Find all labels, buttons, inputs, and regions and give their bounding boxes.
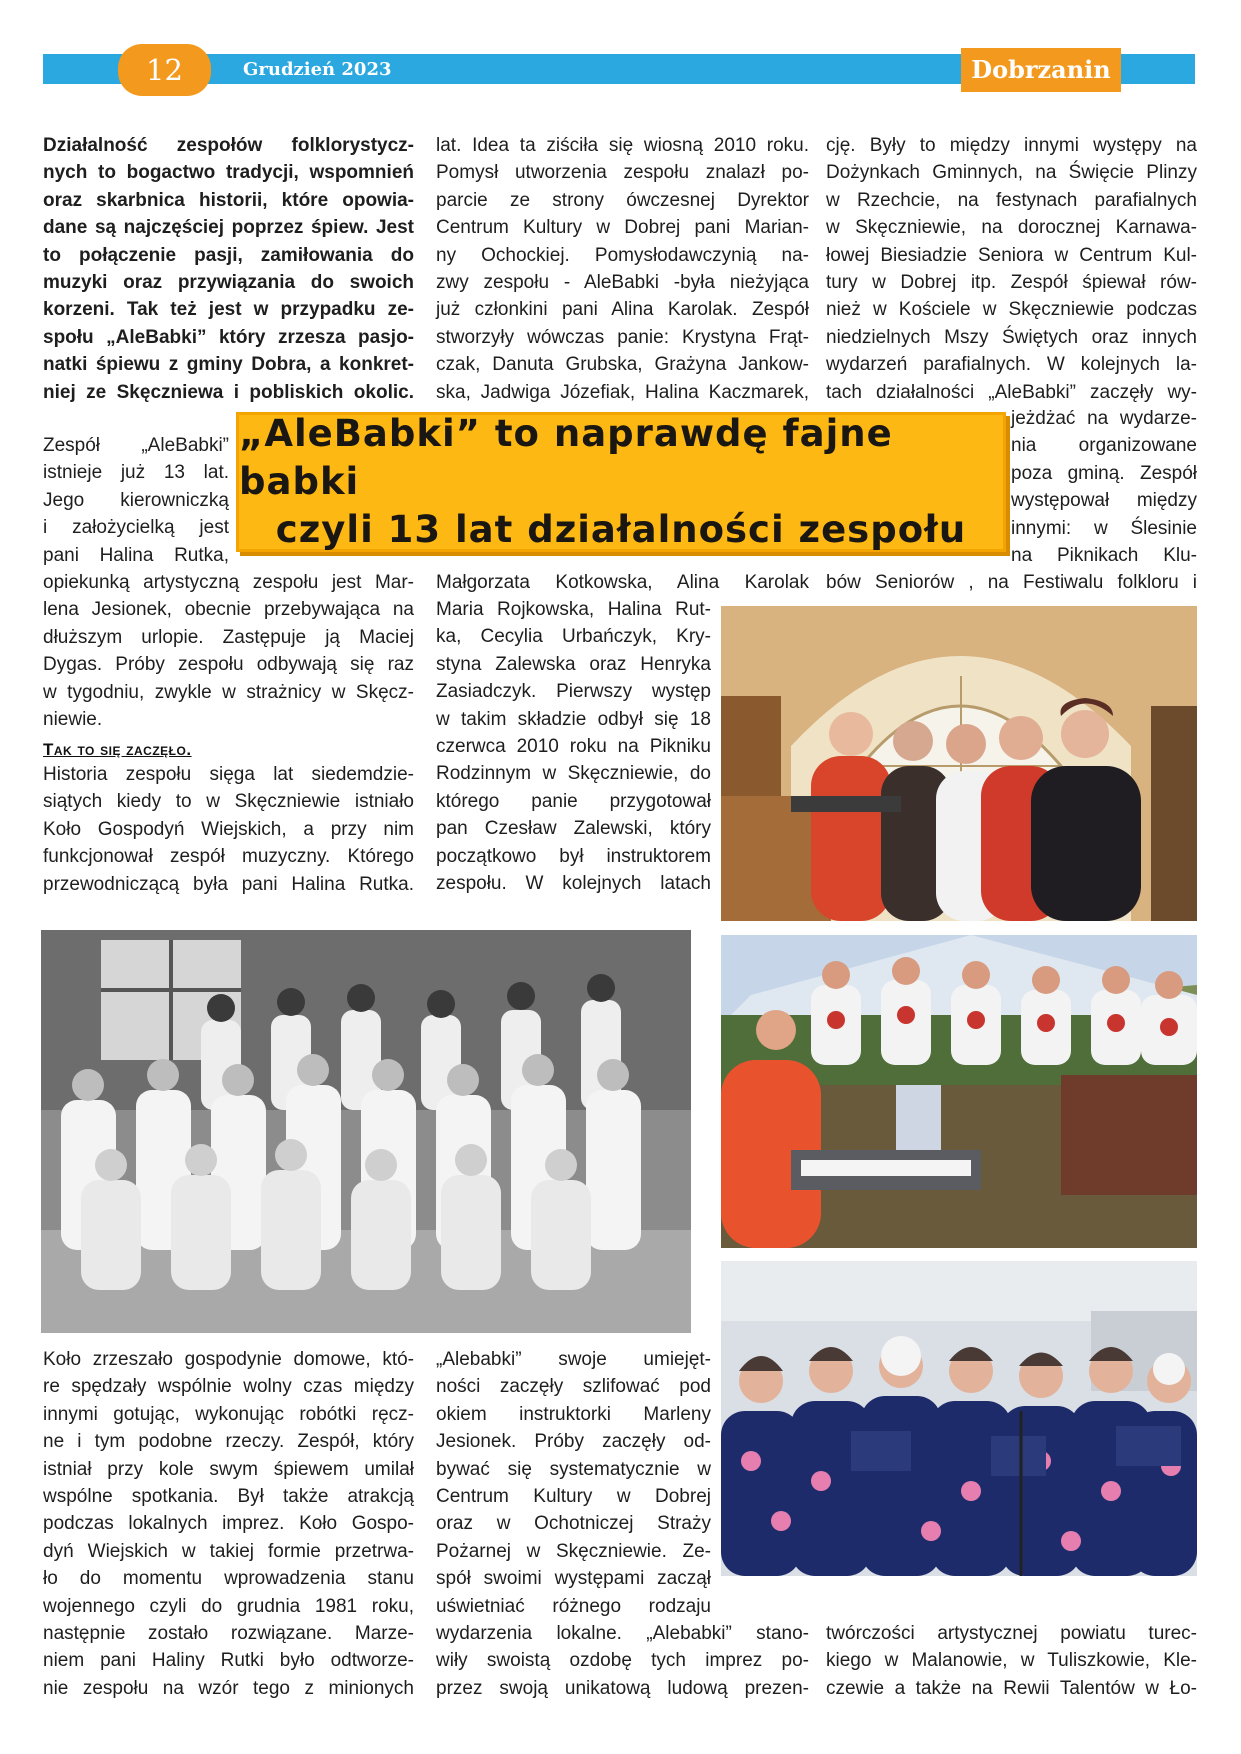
text-line: w Rzechcie, na festynach parafialnych — [826, 189, 1197, 211]
text-line: siątych kiedy to w Skęczniewie istniało — [43, 791, 414, 813]
text-line: niem pani Haliny Rutki było odtworze- — [43, 1650, 414, 1672]
text-line: pani Halina Rutka, — [43, 544, 229, 566]
text-line: wydarzeń parafialnych. W kolejnych la- — [826, 354, 1197, 376]
text-line: niewie. — [43, 709, 103, 731]
text-line: lena Jesionek, obecnie przebywająca na — [43, 599, 414, 621]
issue-date: Grudzień 2023 — [243, 59, 392, 80]
text-line: zwy zespołu - AleBabki -była nieżyjąca — [436, 272, 809, 294]
text-line: dane są najczęściej poprzez śpiew. Jest — [43, 217, 414, 239]
text-line: uświetniać różnego rodzaju — [436, 1595, 711, 1617]
text-line: w takim składzie odbył się 18 — [436, 708, 711, 730]
text-line: okiem instruktorki Marleny — [436, 1403, 711, 1425]
text-line: twórczości artystycznej powiatu turec- — [826, 1623, 1197, 1644]
text-line: funkcjonował zespół muzyczny. Którego — [43, 846, 414, 868]
magazine-name: Dobrzanin — [961, 48, 1121, 92]
text-line: spół swoimi występami zaczął — [436, 1568, 711, 1590]
text-line: natki śpiewu z gminy Dobra, a konkret- — [43, 354, 414, 376]
text-line: już członkini pani Alina Karolak. Zespół — [436, 299, 809, 321]
photo-singers — [721, 1261, 1197, 1576]
article-title-line-2: czyli 13 lat działalności zespołu — [275, 508, 967, 551]
text-line: początkowo był instruktorem — [436, 845, 711, 867]
text-line: wiły swoistą ozdobę tych imprez po- — [436, 1650, 809, 1672]
paragraph-performances-cont — [826, 569, 1197, 596]
text-line: zespołu. W kolejnych latach — [436, 873, 711, 895]
text-line: Historia zespołu sięga lat siedemdzie- — [43, 764, 414, 785]
text-line: ności zaczęły szlifować pod — [436, 1376, 711, 1398]
text-line: muzyki oraz przywiązania do swoich — [43, 272, 414, 294]
text-line: bywać się systematycznie w — [436, 1458, 711, 1480]
article-title-line-1: „AleBabki” to naprawdę fajne babki — [239, 412, 893, 503]
text-line: ka, Cecylia Urbańczyk, Kry- — [436, 626, 711, 648]
text-line: przez swoją unikatową ludową prezen- — [436, 1677, 809, 1699]
text-line: ny Ochockiej. Pomysłodawczynią na- — [436, 244, 809, 266]
text-line: innymi: w Ślesinie — [1011, 517, 1197, 539]
paragraph-history — [43, 761, 414, 898]
paragraph-festivals — [826, 1620, 1197, 1702]
text-line: tach działalności „AleBabki” zaczęły wy- — [826, 381, 1197, 403]
text-line: na Piknikach Klu- — [1011, 545, 1197, 567]
text-line: innymi gotując, wykonując robótki ręcz- — [43, 1403, 414, 1425]
text-line: następnie zostało rozwiązane. Marze- — [43, 1623, 414, 1645]
text-line: czak, Danuta Grubska, Grażyna Jankow- — [436, 354, 809, 376]
text-line: dłuższym urlopie. Zastępuje ją Maciej — [43, 626, 414, 648]
paragraph-local-events — [436, 1620, 809, 1702]
text-line: wojennego czyli do grudnia 1981 roku, — [43, 1595, 414, 1617]
text-line: w tygodniu, zwykle w strażnicy w Skęcz- — [43, 681, 414, 703]
text-line: ska, Jadwiga Józefiak, Halina Kaczmarek, — [436, 381, 809, 403]
text-line: stworzyły wówczas panie: Krystyna Frąt- — [436, 326, 809, 348]
text-line: Działalność zespołów folklorystycz- — [43, 135, 414, 156]
text-line: cję. Były to między innymi występy na — [826, 135, 1197, 156]
text-line: lat. Idea ta ziściła się wiosną 2010 roku. — [436, 135, 809, 156]
text-line: Centrum Kultury w Dobrej pani Marian- — [436, 217, 809, 239]
photo-church-group — [721, 606, 1197, 921]
text-line: Centrum Kultury w Dobrej — [436, 1486, 711, 1508]
text-line: pan Czesław Zalewski, który — [436, 818, 711, 840]
text-line: występował między — [1011, 490, 1197, 512]
text-line: kiego w Malanowie, w Tuliszkowie, Kle- — [826, 1650, 1197, 1672]
text-line: Dygas. Próby zespołu odbywają się raz — [43, 654, 414, 676]
text-line: niej ze Skęczniewa i pobliskich okolic. — [43, 381, 414, 403]
paragraph-instructor — [436, 1346, 711, 1620]
photo-outdoor-performance — [721, 935, 1197, 1248]
text-line: społu „AleBabki” który zrzesza pasjo- — [43, 326, 414, 348]
text-line: istnieje już 13 lat. — [43, 462, 229, 484]
text-line: i założycielką jest — [43, 517, 229, 539]
text-line: czewie a także na Rewii Talentów w Ło- — [826, 1677, 1197, 1699]
text-line: Zespół „AleBabki” — [43, 435, 229, 456]
text-line: czerwca 2010 roku na Pikniku — [436, 736, 711, 758]
text-line: Zasiadczyk. Pierwszy występ — [436, 681, 711, 703]
page-number: 12 — [118, 44, 211, 96]
section-heading: Tak to się zaczęło. — [43, 740, 192, 759]
text-line: niedzielnych Mszy Świętych oraz innych — [826, 326, 1197, 348]
text-line: tury w Dobrej itp. Zespół śpiewał rów- — [826, 272, 1197, 294]
text-line: podczas lokalnych imprez. Koło Gospo- — [43, 1513, 414, 1535]
text-line: Jego kierowniczką — [43, 489, 229, 511]
narrow-paragraph-left — [43, 432, 229, 569]
text-line: ne i tym podobne rzeczy. Zespół, który — [43, 1431, 414, 1453]
text-line: to połączenie pasji, zamiłowania do — [43, 244, 414, 266]
text-line: Dożynkach Gminnych, na Święcie Plinzy — [826, 162, 1197, 184]
text-line: Rodzinnym w Skęczniewie, do — [436, 763, 711, 785]
text-line: nie zespołu na wzór tego z minionych — [43, 1677, 414, 1699]
text-line: styna Zalewska oraz Henryka — [436, 653, 711, 675]
text-line: Maria Rojkowska, Halina Rut- — [436, 599, 711, 620]
text-line: bów Seniorów , na Festiwalu folkloru i — [826, 572, 1197, 593]
text-line: poza gminą. Zespół — [1011, 462, 1197, 484]
paragraph-founders — [436, 596, 711, 897]
text-line: istniał przy kole swym śpiewem umilał — [43, 1458, 414, 1480]
text-line: oraz w Ochotniczej Straży — [436, 1513, 711, 1535]
text-line: Pożarnej w Skęczniewie. Ze- — [436, 1540, 711, 1562]
text-line: ło do momentu wprowadzenia stanu — [43, 1568, 414, 1590]
text-line: nież w Kościele w Skęczniewie podczas — [826, 299, 1197, 321]
paragraph-founding — [436, 132, 809, 406]
narrow-paragraph-right — [1011, 405, 1197, 569]
paragraph-performances — [826, 132, 1197, 406]
photo-historic-group — [41, 930, 691, 1333]
text-line: opiekunką artystyczną zespołu jest Mar- — [43, 572, 414, 593]
text-line: Koło zrzeszało gospodynie domowe, któ- — [43, 1349, 414, 1370]
text-line: re spędzały wspólnie wolny czas między — [43, 1376, 414, 1398]
text-line: dyń Wiejskich w takiej formie przetrwa- — [43, 1540, 414, 1562]
text-line: „Alebabki” swoje umiejęt- — [436, 1349, 711, 1370]
text-line: którego panie przygotował — [436, 790, 711, 812]
text-line: parcie ze strony ówczesnej Dyrektor — [436, 189, 809, 211]
text-line: przewodniczącą była pani Halina Rutka. — [43, 873, 414, 895]
paragraph-leadership — [43, 569, 414, 733]
text-line: Koło Gospodyń Wiejskich, a przy nim — [43, 818, 414, 840]
text-line: nych to bogactwo tradycji, wspomnień — [43, 162, 414, 184]
text-line: Pomysł utworzenia zespołu znalazł po- — [436, 162, 809, 184]
text-line: w Skęczniewie, na dorocznej Karnawa- — [826, 217, 1197, 239]
text-line: jeżdżać na wydarze- — [1011, 408, 1197, 429]
text-line: oraz skarbnica historii, które opowia- — [43, 189, 414, 211]
intro-paragraph — [43, 132, 414, 406]
text-line: Jesionek. Próby zaczęły od- — [436, 1431, 711, 1453]
text-line: Małgorzata Kotkowska, Alina Karolak — [436, 572, 809, 593]
paragraph-founders-first-line — [436, 569, 809, 596]
text-line: korzeni. Tak też jest w przypadku ze- — [43, 299, 414, 321]
text-line: wydarzenia lokalne. „Alebabki” stano- — [436, 1623, 809, 1644]
text-line: nia organizowane — [1011, 435, 1197, 457]
paragraph-womens-circle — [43, 1346, 414, 1702]
text-line: wspólne spotkania. Był także atrakcją — [43, 1486, 414, 1508]
article-title-box — [236, 412, 1006, 552]
text-line: łowej Biesiadzie Seniora w Centrum Kul- — [826, 244, 1197, 266]
